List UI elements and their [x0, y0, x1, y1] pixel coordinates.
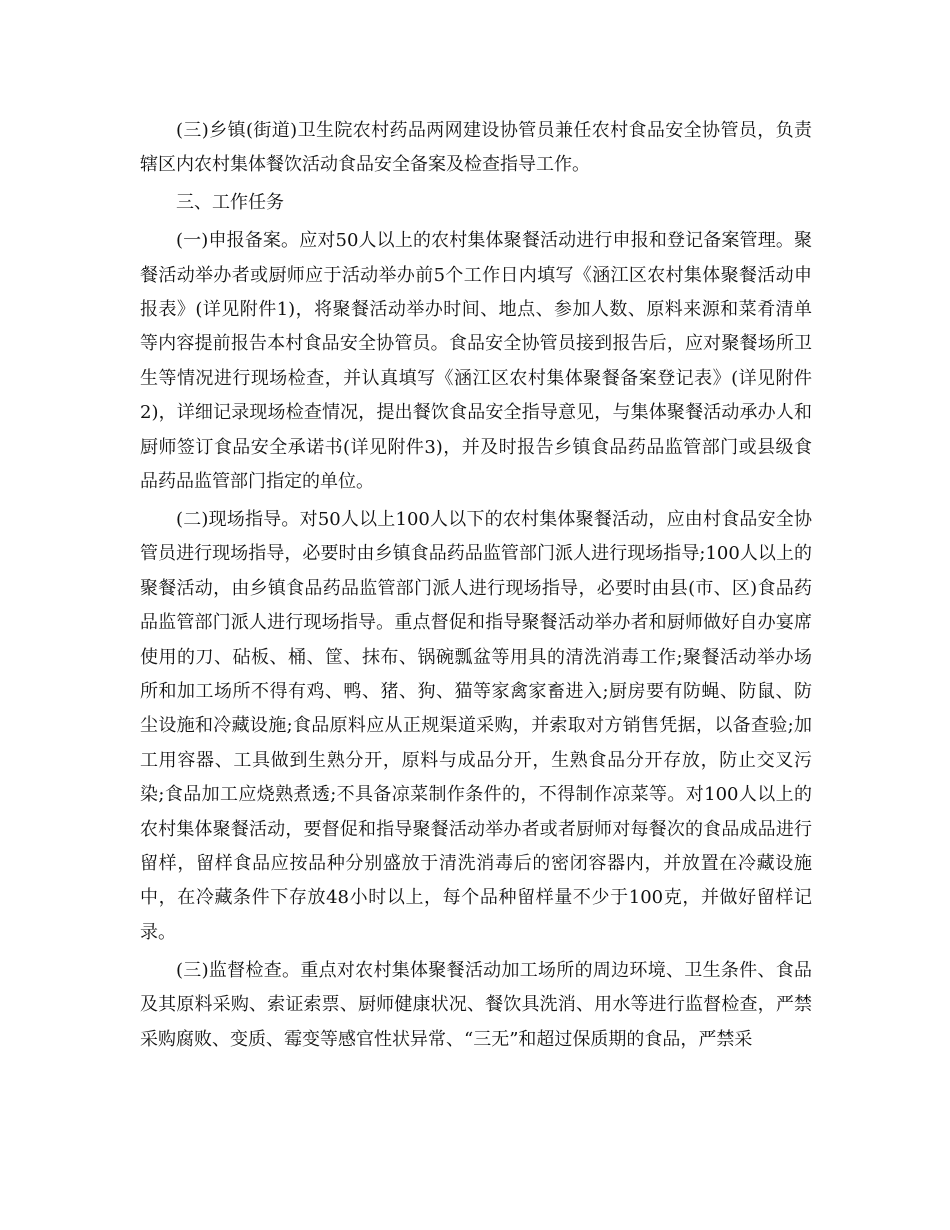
section-heading-work-tasks: 三、工作任务 [176, 192, 284, 214]
paragraph-supervision-inspection: (三)监督检查。重点对农村集体聚餐活动加工场所的周边环境、卫生条件、食品及其原料采购、索证索票、厨师健康状况、餐饮具洗消、用水等进行监督检查，严禁采购腐败、变质、霉变等感官性状异常、“三无”和超过保质期的食品，严禁采 [140, 959, 812, 1050]
paragraph-onsite-guidance: (二)现场指导。对50人以上100人以下的农村集体聚餐活动，应由村食品安全协管员进行现场指导，必要时由乡镇食品药品监管部门派人进行现场指导;100人以上的聚餐活动，由乡镇食品药品监管部门派人进行现场指导，必要时由县(市、区)食品药品监管部门派人进行现场指导。重点督促和指导聚餐活动举办者和厨师做好自办宴席使用的刀、砧板、桶、筐、抹布、锅碗瓢盆等用具的清洗消毒工作;聚餐活动举办场所和加工场所不得有鸡、鸭、猪、狗、猫等家禽家畜进入;厨房要有防蝇、防鼠、防尘设施和冷藏设施;食品原料应从正规渠道采购，并索取对方销售凭据，以备查验;加工用容器、工具做到生熟分开，原料与成品分开，生熟食品分开存放，防止交叉污染;食品加工应烧熟煮透;不具备凉菜制作条件的，不得制作凉菜等。对100人以上的农村集体聚餐活动，要督促和指导聚餐活动举办者或者厨师对每餐次的食品成品进行留样，留样食品应按品种分别盛放于清洗消毒后的密闭容器内，并放置在冷藏设施中，在冷藏条件下存放48小时以上，每个品种留样量不少于100克，并做好留样记录。 [140, 508, 812, 943]
paragraph-township-coordinator: (三)乡镇(街道)卫生院农村药品两网建设协管员兼任农村食品安全协管员，负责辖区内农村集体餐饮活动食品安全备案及检查指导工作。 [140, 120, 812, 176]
paragraph-declaration-filing: (一)申报备案。应对50人以上的农村集体聚餐活动进行申报和登记备案管理。聚餐活动举办者或厨师应于活动举办前5个工作日内填写《涵江区农村集体聚餐活动申报表》(详见附件1)，将聚餐活动举办时间、地点、参加人数、原料来源和菜肴清单等内容提前报告本村食品安全协管员。食品安全协管员接到报告后，应对聚餐场所卫生等情况进行现场检查，并认真填写《涵江区农村集体聚餐备案登记表》(详见附件2)，详细记录现场检查情况，提出餐饮食品安全指导意见，与集体聚餐活动承办人和厨师签订食品安全承诺书(详见附件3)，并及时报告乡镇食品药品监管部门或县级食品药品监管部门指定的单位。 [140, 230, 812, 493]
document-body [140, 114, 812, 1060]
